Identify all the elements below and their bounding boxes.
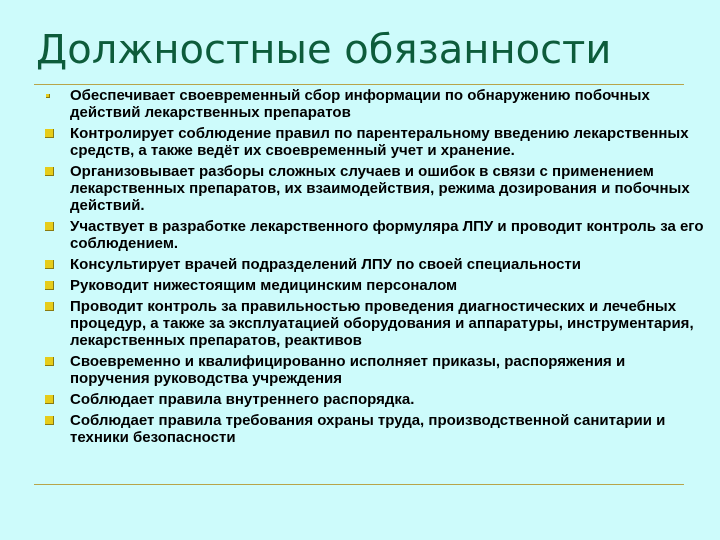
list-item [44, 391, 704, 408]
square-bullet-icon [45, 357, 54, 366]
list-item [44, 353, 704, 387]
list-item-text: Руководит нижестоящим медицинским персоналом [70, 277, 458, 294]
list-item [44, 125, 704, 159]
list-item-text: Организовывает разборы сложных случаев и ошибок в связи с применением лекарственных препаратов, их взаимодействия, режима дозирования и побочных действий. [70, 163, 690, 214]
list-item [44, 87, 704, 121]
list-item [44, 412, 704, 446]
list-item [44, 218, 704, 252]
square-bullet-icon [45, 167, 54, 176]
list-item-text: Проводит контроль за правильностью проведения диагностических и лечебных процедур, а также за эксплуатацией оборудования и аппаратуры, инструментария, лекарственных препаратов, реактивов [70, 298, 694, 349]
list-item-text: Соблюдает правила внутреннего распорядка. [70, 391, 415, 408]
square-bullet-icon [45, 260, 54, 269]
square-bullet-icon [46, 94, 50, 98]
page-title: Должностные обязанности [36, 27, 612, 73]
list-item-text: Консультирует врачей подразделений ЛПУ по своей специальности [70, 256, 581, 273]
bottom-divider [34, 484, 684, 485]
list-item [44, 163, 704, 214]
square-bullet-icon [45, 281, 54, 290]
list-item-text: Обеспечивает своевременный сбор информации по обнаружению побочных действий лекарственных препаратов [70, 87, 650, 121]
list-item-text: Контролирует соблюдение правил по парентеральному введению лекарственных средств, а также ведёт их своевременный учет и хранение. [70, 125, 689, 159]
list-item-text: Своевременно и квалифицированно исполняет приказы, распоряжения и поручения руководства учреждения [70, 353, 626, 387]
list-item [44, 256, 704, 273]
list-item [44, 298, 704, 349]
list-item-text: Соблюдает правила требования охраны труда, производственной санитарии и техники безопасности [70, 412, 666, 446]
list-item-text: Участвует в разработке лекарственного формуляра ЛПУ и проводит контроль за его соблюдением. [70, 218, 704, 252]
square-bullet-icon [45, 129, 54, 138]
square-bullet-icon [45, 302, 54, 311]
square-bullet-icon [45, 222, 54, 231]
list-item [44, 277, 704, 294]
square-bullet-icon [45, 416, 54, 425]
bullet-list [44, 83, 704, 446]
square-bullet-icon [45, 395, 54, 404]
